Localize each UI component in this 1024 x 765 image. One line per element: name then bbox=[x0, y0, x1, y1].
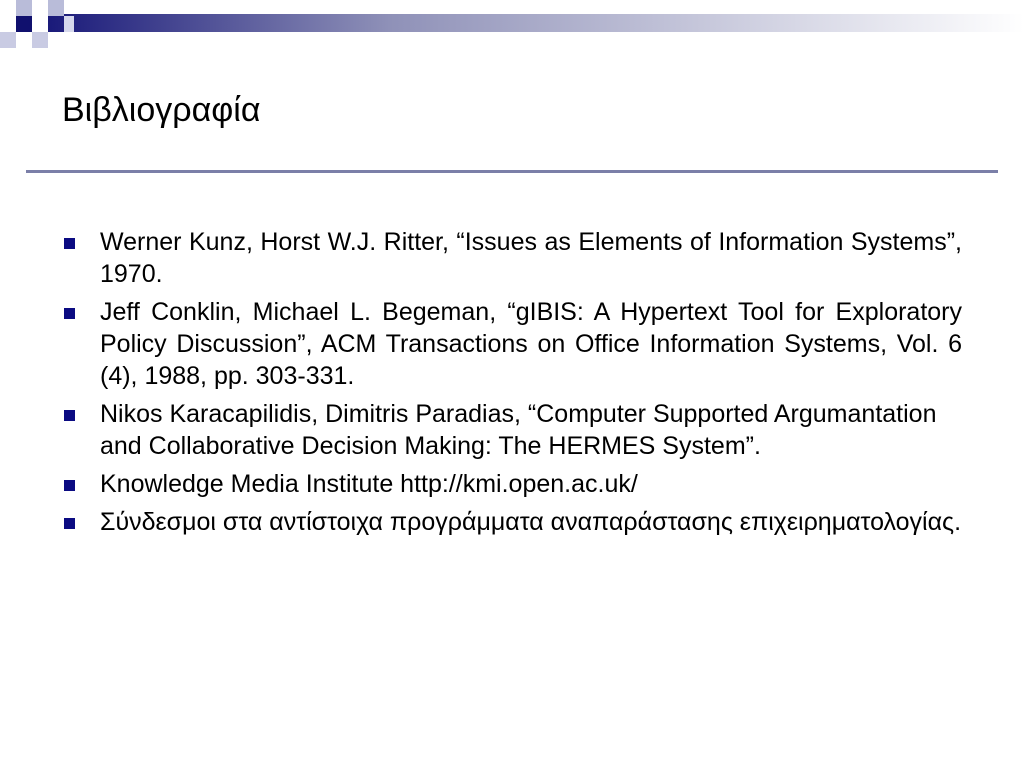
list-item bbox=[62, 398, 962, 462]
square-bullet-icon bbox=[64, 308, 75, 319]
list-item bbox=[62, 296, 962, 392]
square-bullet-icon bbox=[64, 518, 75, 529]
reference-text: Jeff Conklin, Michael L. Begeman, “gIBIS: A Hypertext Tool for Exploratory Policy Discussion”, ACM Transactions on Office Information Systems, Vol. 6 (4), 1988, pp. 303-331. bbox=[100, 298, 962, 390]
decorative-banner bbox=[0, 0, 1024, 48]
title-divider bbox=[26, 170, 998, 173]
reference-text: Werner Kunz, Horst W.J. Ritter, “Issues as Elements of Information Systems”, 1970. bbox=[100, 228, 962, 288]
reference-text: Σύνδεσμοι στα αντίστοιχα προγράμματα αναπαράστασης επιχειρηματολογίας. bbox=[100, 508, 962, 536]
reference-text: Knowledge Media Institute http://kmi.open.ac.uk/ bbox=[100, 470, 638, 498]
square-bullet-icon bbox=[64, 238, 75, 249]
page-title: Βιβλιογραφία bbox=[62, 91, 261, 129]
list-item bbox=[62, 468, 962, 500]
square-bullet-icon bbox=[64, 480, 75, 491]
list-item bbox=[62, 506, 962, 538]
square-bullet-icon bbox=[64, 410, 75, 421]
reference-text: Nikos Karacapilidis, Dimitris Paradias, “Computer Supported Argumantation and Collaborative Decision Making: The HERMES System”. bbox=[100, 400, 937, 460]
list-item bbox=[62, 226, 962, 290]
reference-list bbox=[62, 226, 962, 544]
